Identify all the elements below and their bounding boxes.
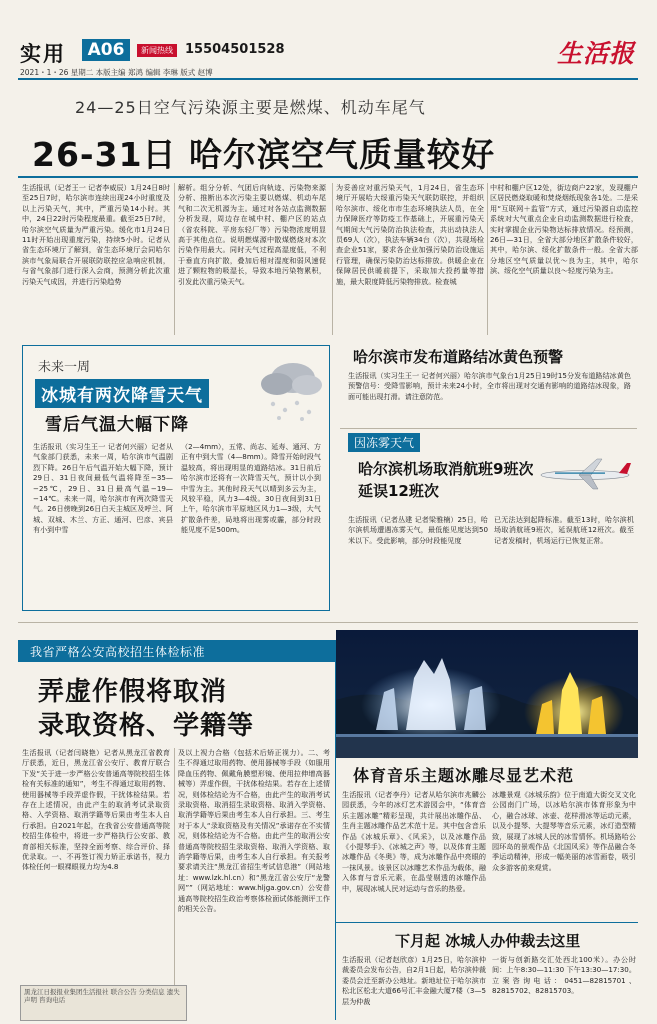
weather-column-2: （2—4mm），五常、尚志、延寿、通河、方正有中到大雪（4—8mm）。降雪开始时段气温较高，将出现明显的道路结冰。31日前后哈尔滨市还将有一次降雪天气，预计以小到中雪为主。其他时段天气以晴到多云为主，风较平稳，风力3—4级。30日夜间到31日上午，哈尔滨市平原地区风力1—3级，大气扩散条件差，局地将出现雾或霾，部分时段能见度不足500m。	[181, 442, 321, 535]
ice-column-1: 生活报讯（记者李丹）记者从哈尔滨市兆麟公园获悉，今年的冰灯艺术游园会中，“体育音乐主题冰雕”精彩呈现，共计展出冰雕作品、生肖主题冰雕作品艺术范十足。其中包含音乐作品《冰城乐章》、《风采》，以及冰雕作品《小提琴手》、《冰城之声》等，以及体育主题冰雕作品《冬奥》等，成为冰雕作品中亮眼的一抹风景。该景区以冰雕艺术作品为载体，融入体育与音乐元素，在晶莹剔透的冰雕作品中，展现冰城人民对运动与音乐的热爱。	[342, 790, 486, 893]
lead-column-2: 解析。组分分析、气团后向轨迹、污染物来源分析、推断出本次污染主要以燃煤、机动车尾气和二次无机源为主。通过对各站点监测数据分析发现，周边存在城中村、棚户区的站点（省农科院、平房东轻厂等）污染物浓度明显高于其他点位。说明燃煤源中散煤燃烧对本次污染作用最大。同时天气过程高湿度低，不利于垂直方向扩散，叠加后相对湿度和弱风速促进了颗粒物的吸湿长，导致本地污染物累积，引发此次重污染天气。	[178, 183, 326, 286]
section-divider	[18, 622, 638, 623]
arbitration-column-1: 生活报讯（记者赵欣彦）1月25日，哈尔滨仲裁委员会发布公告，自2月1日起，哈尔滨仲裁委员会迁至新办公地址。新地址位于哈尔滨市松北区松北大道66号汇丰金融大厦7楼（3—5层为仲裁	[342, 955, 486, 1006]
masthead	[0, 0, 657, 82]
section-divider	[336, 922, 638, 923]
weather-title: 冰城有两次降雪天气	[35, 379, 209, 408]
weather-forecast-box	[22, 345, 330, 611]
hotline-label: 新闻热线	[137, 44, 177, 57]
airport-kicker: 因冻雾天气	[348, 433, 420, 452]
lead-subhead: 24—25日空气污染源主要是燃煤、机动车尾气	[75, 98, 426, 117]
section-title: 实用	[20, 41, 66, 66]
road-alert-text: 生活报讯（实习生王一 记者何兴丽）哈尔滨市气象台1月25日19时15分发布道路结冰黄色预警信号：受降雪影响，预计未来24小时，全市将出现对交通有影响的道路结冰现象，路面可能出现打滑。请注意防范。	[348, 371, 631, 401]
airport-headline-line1: 哈尔滨机场取消航班9班次	[358, 460, 534, 478]
classified-ad-text: 黑龙江日报报业集团生活报社 联合公告 分类信息 遗失声明 咨询电话	[24, 988, 180, 1004]
ice-sculpture-image	[336, 630, 638, 758]
exam-headline-line1: 弄虚作假将取消	[38, 677, 228, 707]
exam-headline-line2: 录取资格、学籍等	[38, 711, 255, 741]
newspaper-logo: 生活报	[556, 39, 635, 68]
exam-column-1: 生活报讯（记者闫晓艳）记者从黑龙江省教育厅获悉，近日，黑龙江省公安厅、教育厅联合下发“关于进一步严格公安普通高等院校招生体检有关标准的通知”，考生不得通过取用药物、使用器械等手段弄虚作假，干扰体检结果。若存在上述情况，由此产生的取消考试录取资格、入学资格、取消学籍等后果由考生本人自行承担。自2021年起，在我省公安普通高等院校招生体检中，将进一步严格执行公安部、教育部相关标准，坚持全面考察、综合评价、择优录取。一、不再签订视力矫正承诺书，视力体检任何一眼裸眼视力均为4.8	[22, 748, 170, 872]
column-divider	[174, 748, 175, 1020]
column-divider	[174, 183, 175, 335]
issue-meta: 2021・1・26 星期二 本版主编 郑鸿 编辑 李琳 版式 赵博	[20, 68, 213, 77]
snow-cloud-icon	[255, 354, 327, 424]
lead-divider	[18, 176, 638, 178]
page-number: A06	[82, 39, 130, 61]
airport-headline-line2: 延误12班次	[358, 482, 439, 500]
airport-column-2: 已无法达到起降标准。截至13时，哈尔滨机场取消航班9班次，延误航班12班次。截至记者发稿时，机场运行已恢复正常。	[494, 515, 634, 545]
column-divider	[487, 183, 488, 335]
airplane-icon	[535, 455, 635, 493]
arbitration-column-2: 一街与创新路交汇处西北100米）。办公时间：上午8:30—11:30 下午13:30—17:30。立案咨询电话：0451—82815701、82815702、82815703。	[492, 955, 636, 996]
weather-column-1: 生活报讯（实习生王一 记者何兴丽）记者从气象部门获悉，未来一周，哈尔滨市气温剧烈下降。26日午后气温开始大幅下降，预计29日、31日夜间最低气温将降至−35—−25℃，29日、31日最高气温−19—−14℃。未来一周，哈尔滨市有两次降雪天气。26日傍晚到26日白天主城区及呼兰、阿城、双城、木兰、方正、通河、巴彦、宾县有小到中雪	[33, 442, 173, 535]
column-divider	[332, 183, 333, 335]
exam-band-text: 我省严格公安高校招生体检标准	[30, 645, 206, 659]
masthead-divider	[18, 78, 638, 80]
lead-column-3: 为妥善应对重污染天气，1月24日，省生态环境厅开展哈大绥重污染天气联防联控，并组织哈尔滨市、绥化市市生态环境执法人员，在全力保障医疗等防疫工作基础上，开展重污染天气期间大气污染防治执法检查，共出动执法人员69人（次），执法车辆34台（次），共现场检查企业51家，要求各企业加强污染防治设施运行管理，确保污染防治达标排放。供暖企业在保障居民供暖前提下，采取加大投药量等措施，最大限度降低污染物排放。检查城	[336, 183, 484, 286]
lead-column-4: 中村和棚户区12处，街边商户22家，发现棚户区居民燃烧取暖和焚烧烟纸现象各1处。二是采用“互联网＋监管”方式，通过污染源自动监控系统对大气重点企业自动监测数据进行检查，实时掌握企业污染物达标排放情况。经预测，26日—31日，全省大部分地区扩散条件较好，其中，哈尔滨、绥化扩散条件一般。全省大部分地区空气质量以优～良为主，其中，哈尔滨、绥化空气质量以良～轻度污染为主。	[490, 183, 638, 276]
weather-subtitle: 雪后气温大幅下降	[45, 415, 189, 435]
ice-column-2: 冰雕景观《冰城乐韵》位于南道大街交叉文化公园南门广场，以冰哈尔滨市体育形象为中心，融合冰球、冰壶、花样滑冰等运动元素，以及小提琴、大提琴等音乐元素，冰灯造型精致，展现了冰城人民的冰雪情怀。机场路哈公园环岛的景观作品《北国风采》等作品融合冬季运动精神，形成一幅美丽的冰雪画卷，吸引众多游客前来观赏。	[492, 790, 636, 872]
weather-kicker: 未来一周	[38, 360, 91, 375]
ice-sculpture-photo	[336, 630, 638, 758]
exam-band	[18, 640, 335, 662]
airport-column-1: 生活报讯（记者丛建 记者梁雅楠）25日，哈尔滨机场遭遇冻雾天气，最低能见度达到50米以下。受此影响，部分时段能见度	[348, 515, 488, 545]
ice-headline: 体育音乐主题冰雕尽显艺术范	[353, 766, 575, 785]
arbitration-headline: 下月起 冰城人办仲裁去这里	[395, 932, 581, 950]
lead-column-1: 生活报讯（记者王一 记者李威辰）1月24日8时至25日7时，哈尔滨市连续出现24小时重度及以上污染天气，其中，严重污染14小时。其中，24日22时污染程度最重。截至25日7时，哈尔滨空气质量为严重污染。缓化市1月24日11时开始出现重度污染，持续5小时。记者从省生态环境厅了解到，省生态环境厅会同哈尔滨市气象局联合开展联防联控应急响应机制，与省气象部门进行深入会商，预测分析此次重污染天气成因，并进行污染趋势	[22, 183, 170, 286]
column-divider	[335, 640, 336, 1020]
classified-ad-box	[20, 985, 187, 1021]
exam-column-2: 及以上视力合格（包括术后矫正视力）。二、考生不得通过取用药物、使用器械等手段（如服用降血压药物、佩戴角膜塑形镜、使用拉伸增高器械等）弄虚作假，干扰体检结果。若存在上述情况，则体检结论为不合格，由此产生的取消考试录取资格、取消招生录取资格、取消入学资格、取消学籍等后果由考生本人自行承担。三、考生对于本人“录取资格及有关情况”承诺存在不实情况，则体检结论为不合格。由此产生的取消公安普通高等院校招生录取资格、取消入学资格、取消学籍等后果，由考生本人自行承担。有关报考要求请关注“黑龙江省招生考试信息港”（网站地址：www.lzk.hl.cn）和“黑龙江省公安厅“龙警网””（网站地址：www.hljga.gov.cn）公安普通高等院校招生政治考察体检面试体能测评工作的相关公告。	[178, 748, 330, 914]
hotline-number: 15504501528	[185, 42, 285, 57]
road-alert-headline: 哈尔滨市发布道路结冰黄色预警	[353, 348, 564, 366]
section-divider	[340, 428, 637, 429]
lead-headline: 26-31日 哈尔滨空气质量较好	[32, 135, 496, 174]
